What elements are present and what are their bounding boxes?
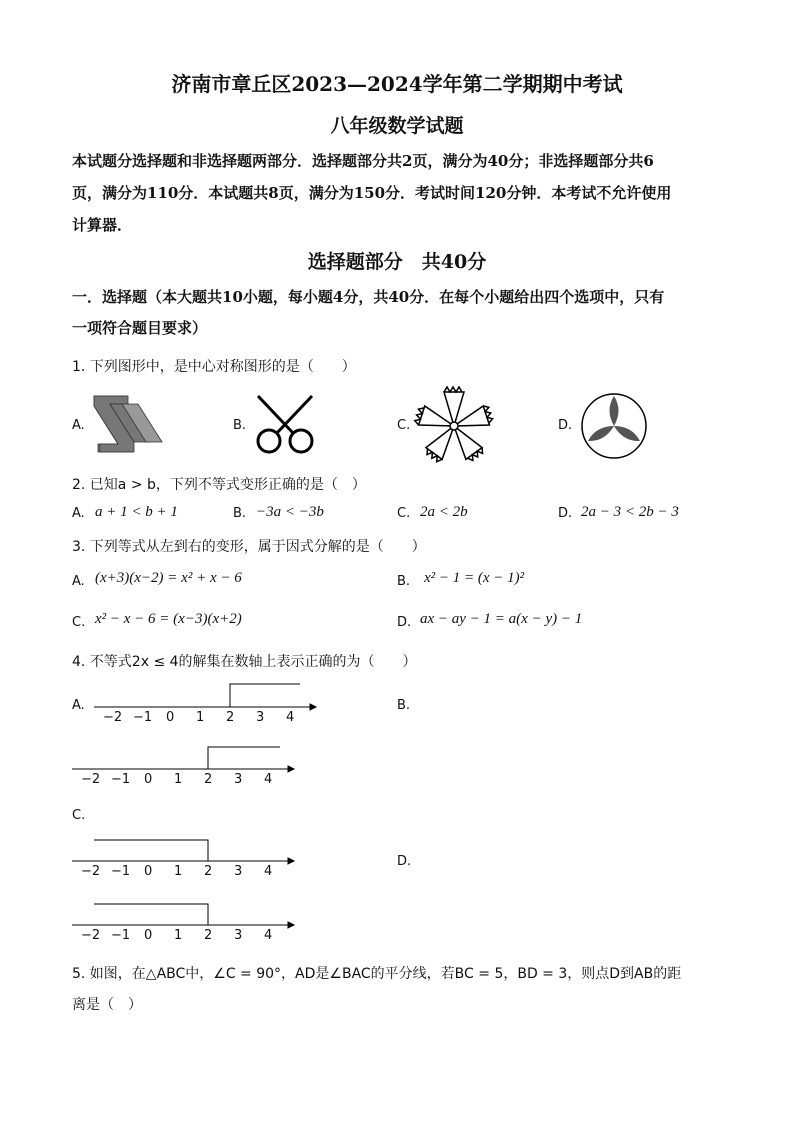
q2-option-d: 2a − 3 < 2b − 3 (581, 504, 679, 520)
q2-option-b: −3a < −3b (256, 504, 324, 520)
tick-label: 1 (174, 928, 183, 943)
section-instruction-2: 一项符合题目要求） (72, 319, 208, 337)
q3-stem: 3. 下列等式从左到右的变形，属于因式分解的是（ ） (72, 539, 426, 555)
q2-stem: 2. 已知a > b，下列不等式变形正确的是（ ） (72, 477, 366, 493)
q4-label-a: A. (72, 698, 85, 713)
section-title: 选择题部分 共40分 (307, 251, 487, 273)
q5-stem-line-2: 离是（ ） (72, 997, 142, 1013)
tick-label: 4 (286, 710, 295, 725)
q4-label-d: D. (397, 854, 412, 869)
tick-label: −1 (111, 864, 131, 879)
q2-option-a: a + 1 < b + 1 (95, 504, 178, 520)
tick-label: −2 (81, 928, 101, 943)
q3-option-d: ax − ay − 1 = a(x − y) − 1 (420, 611, 583, 627)
q1-label-b: B. (233, 418, 247, 433)
q4-label-c: C. (72, 808, 86, 823)
q2-option-d-label: D. (558, 506, 573, 521)
tick-label: 0 (144, 928, 153, 943)
q2-option-b-label: B. (233, 506, 247, 521)
tick-label: 2 (226, 710, 235, 725)
tick-label: −2 (103, 710, 123, 725)
tick-label: −2 (81, 864, 101, 879)
q1-label-a: A. (72, 418, 85, 433)
tick-label: 1 (174, 864, 183, 879)
tick-label: −1 (133, 710, 153, 725)
tick-label: 4 (264, 864, 273, 879)
tick-label: −2 (81, 772, 101, 787)
tick-label: −1 (111, 928, 131, 943)
q2-option-c-label: C. (397, 506, 411, 521)
q3-option-b-label: B. (397, 574, 411, 589)
q4-label-b: B. (397, 698, 411, 713)
q1-label-d: D. (558, 418, 573, 433)
tick-label: 0 (144, 864, 153, 879)
tick-label: 3 (234, 772, 243, 787)
q3-option-a: (x+3)(x−2) = x² + x − 6 (95, 570, 242, 586)
q3-option-a-label: A. (72, 574, 85, 589)
section-instruction-1: 一．选择题（本大题共10小题，每小题4分，共40分．在每个小题给出四个选项中，只有 (72, 288, 665, 306)
tick-label: 3 (256, 710, 265, 725)
tick-label: −1 (111, 772, 131, 787)
tick-label: 0 (144, 772, 153, 787)
tick-label: 1 (174, 772, 183, 787)
tick-label: 4 (264, 772, 273, 787)
q2-option-c: 2a < 2b (420, 504, 468, 520)
exam-subtitle: 八年级数学试题 (330, 115, 464, 137)
q5-stem-line-1: 5. 如图，在△ABC中，∠C = 90°，AD是∠BAC的平分线，若BC = 5，BD = 3，则点D到AB的距 (72, 966, 682, 982)
tick-label: 0 (166, 710, 175, 725)
intro-line-1: 本试题分选择题和非选择题两部分．选择题部分共2页，满分为40分；非选择题部分共6 (72, 152, 654, 170)
tick-label: 1 (196, 710, 205, 725)
tick-label: 3 (234, 864, 243, 879)
q2-option-a-label: A. (72, 506, 85, 521)
tick-label: 2 (204, 928, 213, 943)
q3-option-d-label: D. (397, 615, 412, 630)
q1-stem: 1. 下列图形中，是中心对称图形的是（ ） (72, 359, 356, 375)
tick-label: 2 (204, 772, 213, 787)
exam-title: 济南市章丘区2023—2024学年第二学期期中考试 (171, 72, 623, 96)
tick-label: 4 (264, 928, 273, 943)
q1-label-c: C. (397, 418, 411, 433)
intro-line-2: 页，满分为110分．本试题共8页，满分为150分．考试时间120分钟．本考试不允许使用 (72, 184, 672, 202)
q3-option-c-label: C. (72, 615, 86, 630)
q3-option-c: x² − x − 6 = (x−3)(x+2) (95, 611, 242, 627)
tick-label: 2 (204, 864, 213, 879)
q4-stem: 4. 不等式2x ≤ 4的解集在数轴上表示正确的为（ ） (72, 654, 417, 670)
tick-label: 3 (234, 928, 243, 943)
intro-line-3: 计算器． (72, 216, 133, 234)
q3-option-b: x² − 1 = (x − 1)² (424, 570, 525, 586)
